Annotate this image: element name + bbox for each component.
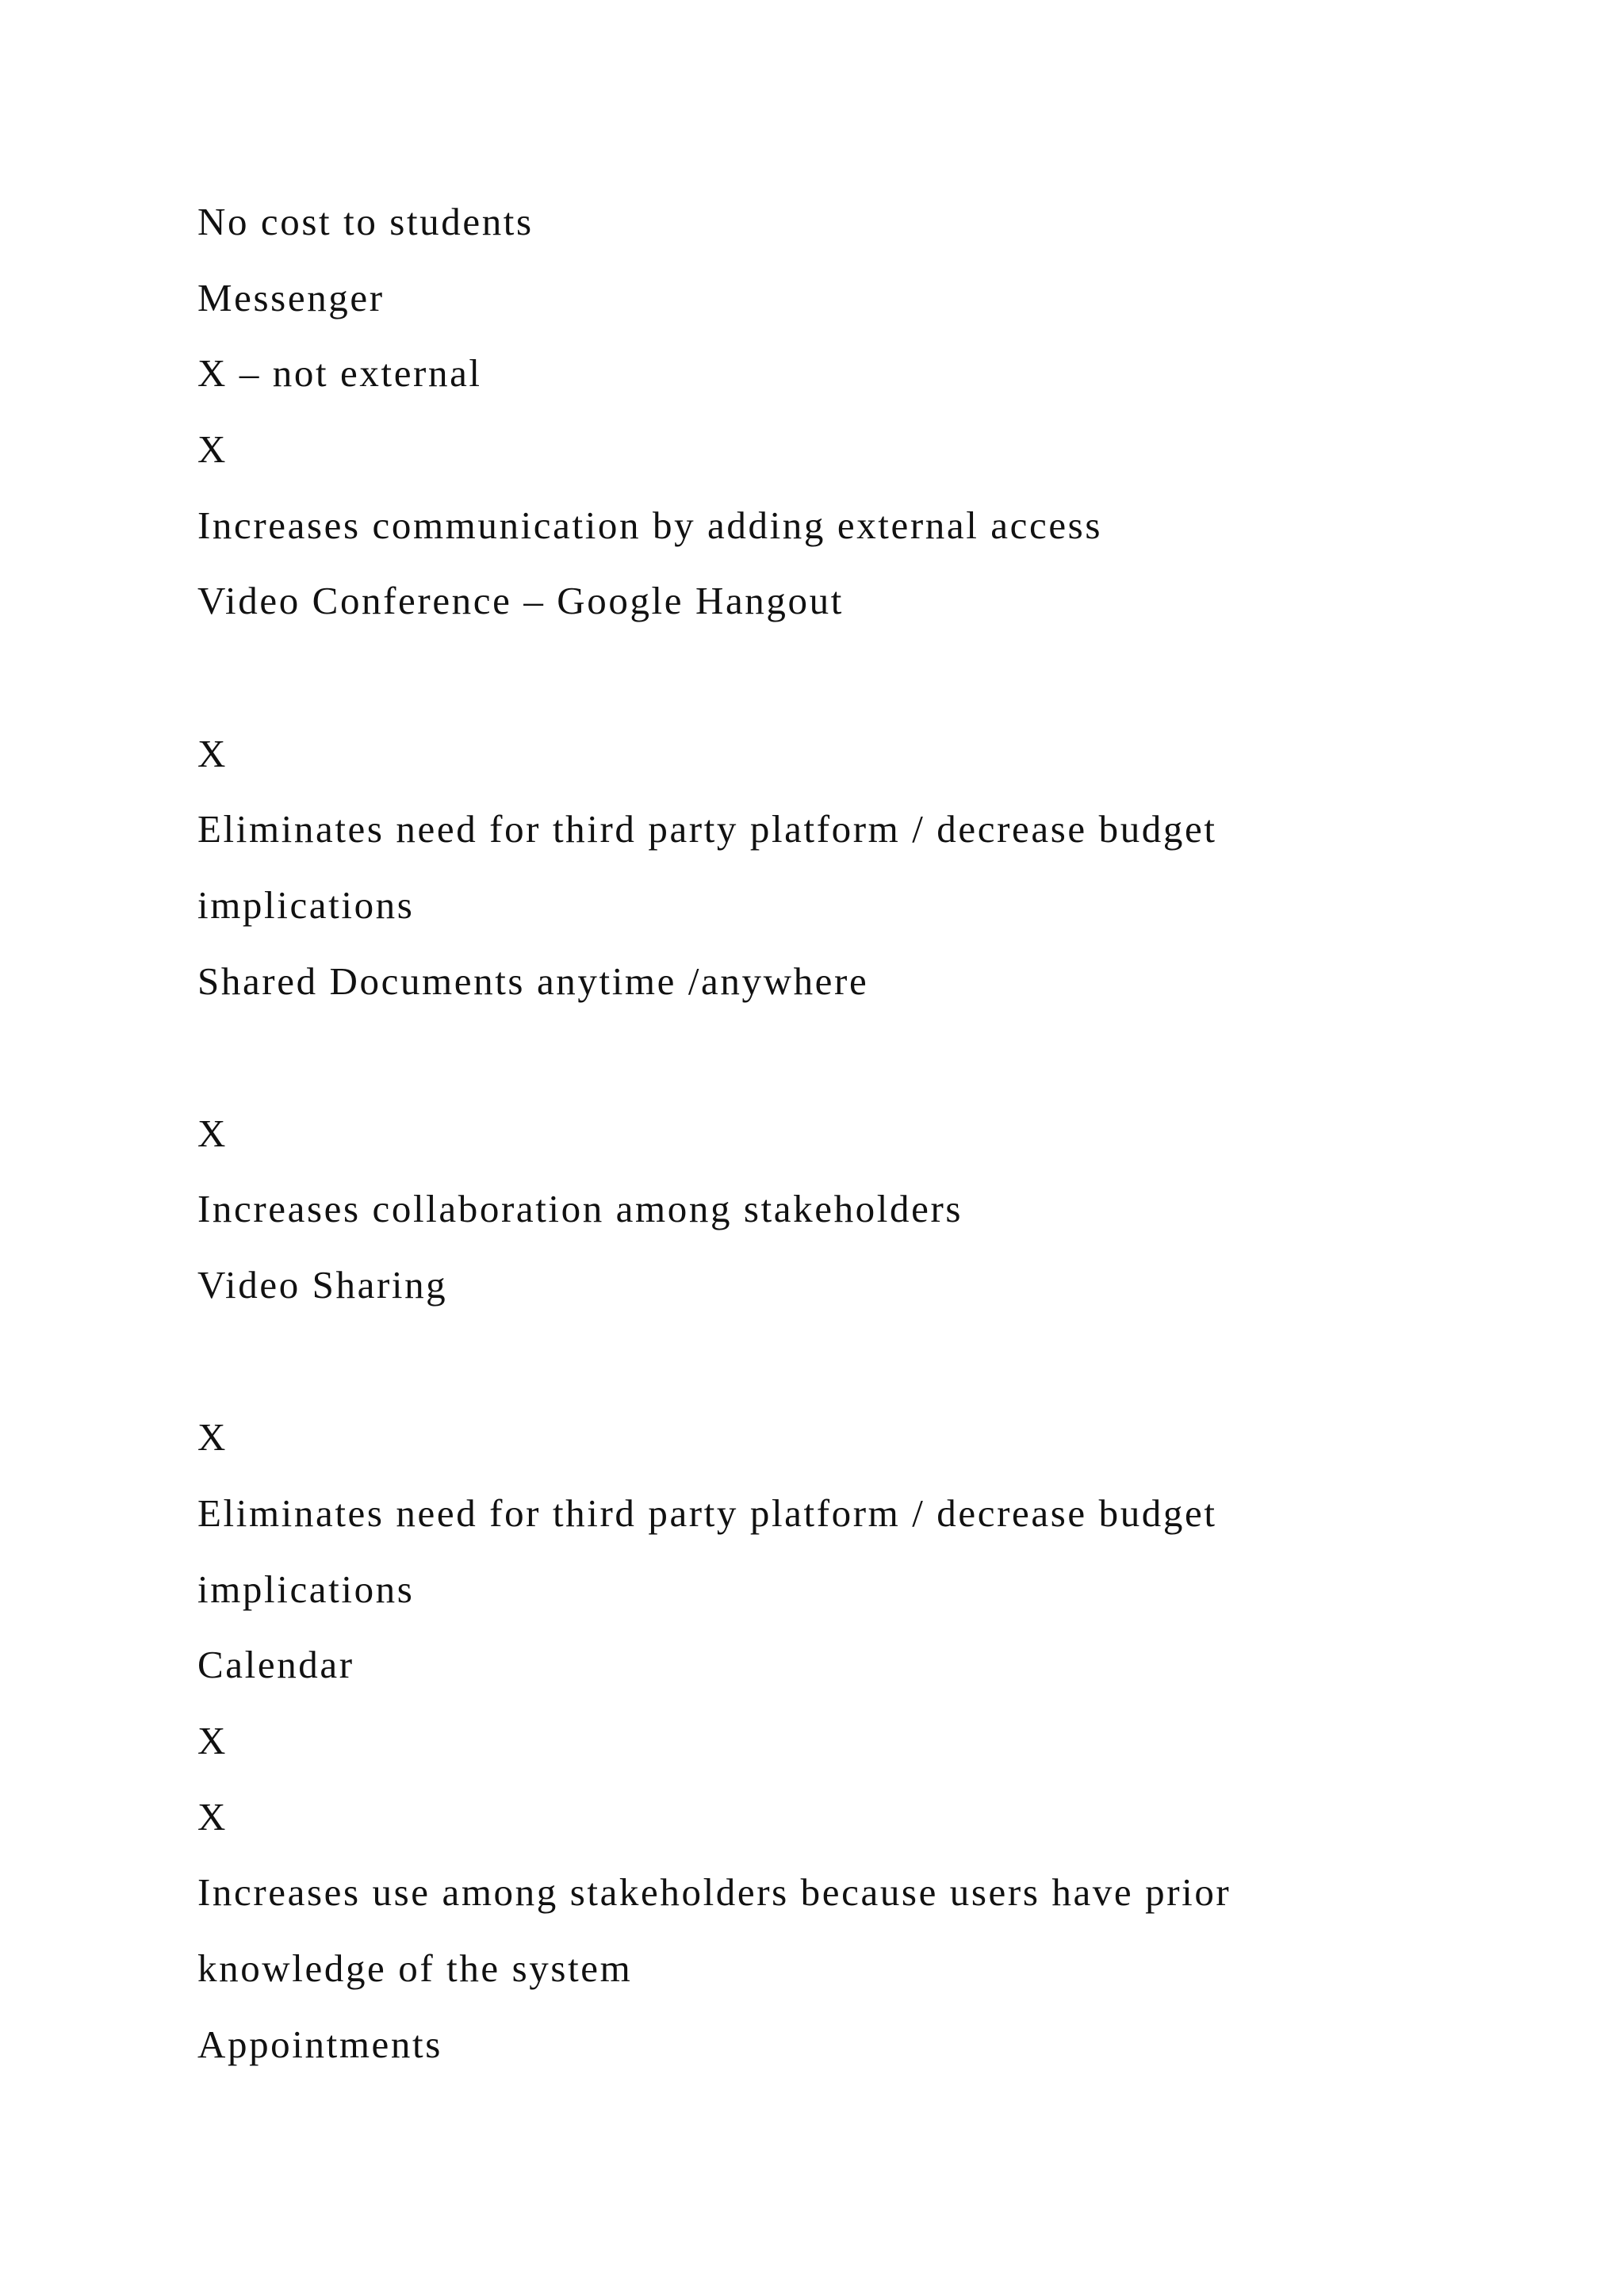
text-line: No cost to students: [197, 200, 534, 243]
text-line: Increases communication by adding external access: [197, 503, 1103, 547]
text-line: Messenger: [197, 276, 385, 320]
text-line: X: [197, 1795, 228, 1839]
text-line: Increases collaboration among stakeholders: [197, 1187, 963, 1230]
text-line: Increases use among stakeholders because users have prior: [197, 1870, 1231, 1914]
text-line: implications: [197, 1567, 415, 1611]
text-line: Shared Documents anytime /anywhere: [197, 959, 869, 1003]
text-line: Eliminates need for third party platform / decrease budget: [197, 807, 1217, 851]
text-line: X: [197, 1112, 228, 1155]
text-line: implications: [197, 883, 415, 927]
text-line: Appointments: [197, 2022, 442, 2066]
text-line: X: [197, 427, 228, 471]
text-line: X – not external: [197, 351, 482, 395]
text-line: Calendar: [197, 1643, 354, 1686]
text-line: X: [197, 1719, 228, 1762]
text-line: Video Conference – Google Hangout: [197, 579, 844, 622]
text-line: X: [197, 732, 228, 775]
text-line: Video Sharing: [197, 1263, 448, 1307]
text-line: Eliminates need for third party platform / decrease budget: [197, 1491, 1217, 1535]
text-line: knowledge of the system: [197, 1946, 633, 1990]
text-line: X: [197, 1415, 228, 1459]
